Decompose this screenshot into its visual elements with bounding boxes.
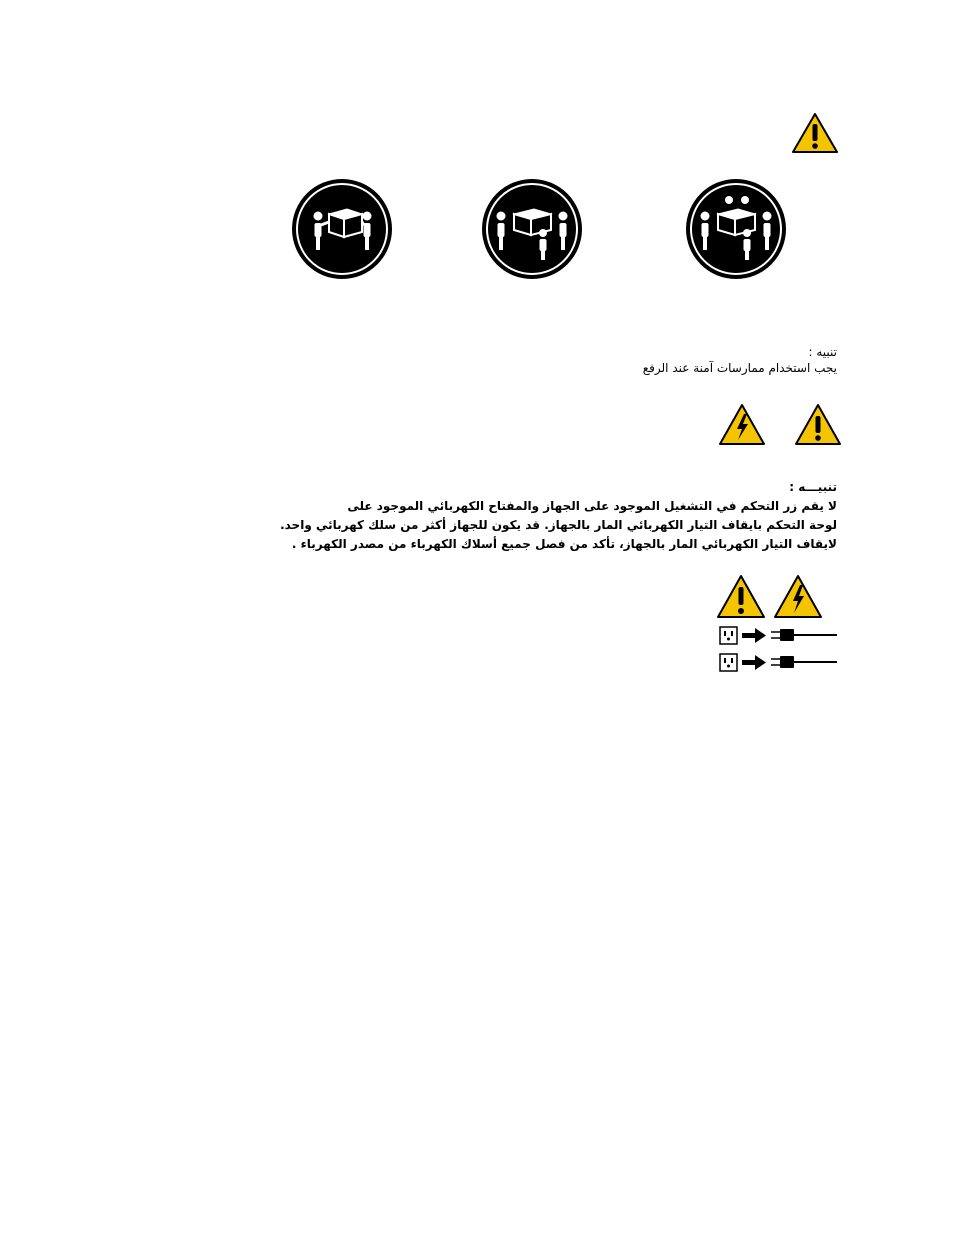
electrical-hazard-icon: [718, 403, 766, 446]
power-notice-line: لوحة التحكم بايقاف التيار الكهربائي المار بالجهاز. قد يكون للجهاز أكثر من سلك كهربائي واحد.: [280, 518, 837, 532]
lifting-notice-heading: تنبيه :: [808, 345, 837, 359]
power-notice: [280, 478, 837, 554]
arrow-icon: [742, 628, 766, 643]
three-person-lift-icon: [481, 178, 583, 280]
outlet-icon: [720, 627, 737, 644]
unplug-diagram: [718, 624, 838, 674]
caution-triangle-icon: [794, 403, 842, 446]
electrical-hazard-icon: [773, 574, 823, 619]
lifting-notice-body: يجب استخدام ممارسات آمنة عند الرفع: [642, 361, 837, 375]
four-person-lift-icon: [685, 178, 787, 280]
power-notice-line: لا يقم زر التحكم في التشغيل الموجود على الجهاز والمفتاح الكهربائي الموجود على: [347, 499, 837, 513]
two-person-lift-icon: [291, 178, 393, 280]
plug-icon: [771, 629, 837, 641]
arrow-icon: [742, 655, 766, 670]
plug-icon: [771, 656, 837, 668]
power-notice-line: لايقاف التيار الكهربائي المار بالجهاز، تأكد من فصل جميع أسلاك الكهرباء من مصدر الكهرباء .: [291, 537, 837, 551]
power-notice-heading: تنبيـــه :: [789, 480, 837, 494]
lifting-notice: [643, 344, 837, 376]
caution-triangle-icon: [791, 112, 839, 154]
caution-triangle-icon: [716, 574, 766, 619]
outlet-icon: [720, 654, 737, 671]
